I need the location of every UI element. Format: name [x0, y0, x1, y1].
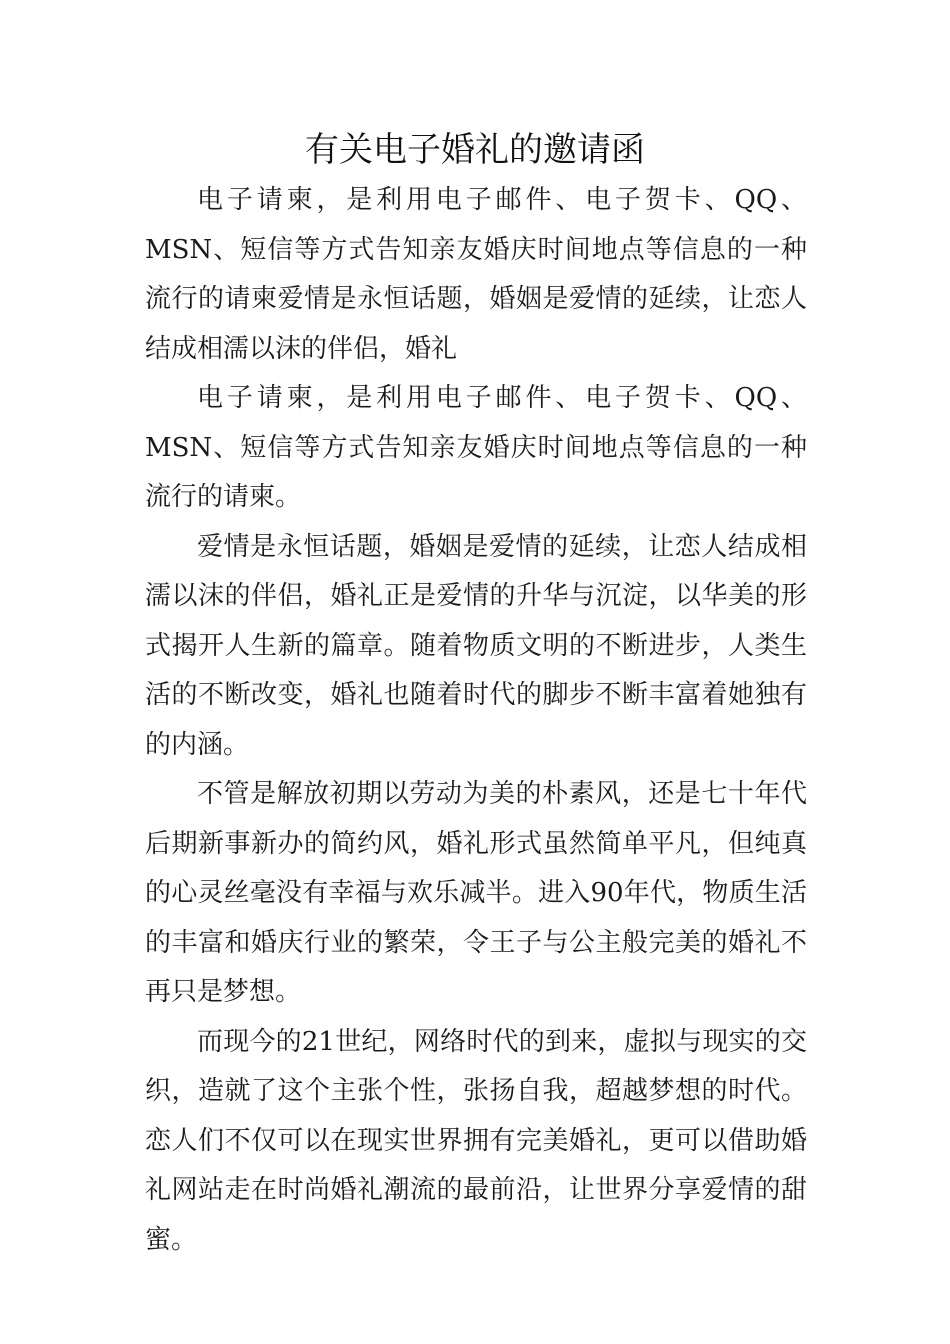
paragraph-1: 电子请柬，是利用电子邮件、电子贺卡、QQ、MSN、短信等方式告知亲友婚庆时间地点等信息的一种流行的请柬爱情是永恒话题，婚姻是爱情的延续，让恋人结成相濡以沫的伴侣，婚礼: [145, 185, 807, 364]
paragraph-2: 电子请柬，是利用电子邮件、电子贺卡、QQ、MSN、短信等方式告知亲友婚庆时间地点等信息的一种流行的请柬。: [145, 383, 807, 512]
document-body: [145, 176, 807, 1265]
document-title: 有关电子婚礼的邀请函: [305, 130, 645, 170]
paragraph-4: 不管是解放初期以劳动为美的朴素风，还是七十年代后期新事新办的简约风，婚礼形式虽然简单平凡，但纯真的心灵丝毫没有幸福与欢乐减半。进入90年代，物质生活的丰富和婚庆行业的繁荣，令王子与公主般完美的婚礼不再只是梦想。: [145, 779, 807, 1007]
paragraph-5: 而现今的21世纪，网络时代的到来，虚拟与现实的交织，造就了这个主张个性，张扬自我，超越梦想的时代。恋人们不仅可以在现实世界拥有完美婚礼，更可以借助婚礼网站走在时尚婚礼潮流的最前沿，让世界分享爱情的甜蜜。: [145, 1026, 807, 1255]
paragraph-3: 爱情是永恒话题，婚姻是爱情的延续，让恋人结成相濡以沫的伴侣，婚礼正是爱情的升华与沉淀，以华美的形式揭开人生新的篇章。随着物质文明的不断进步，人类生活的不断改变，婚礼也随着时代的脚步不断丰富着她独有的内涵。: [145, 531, 807, 760]
